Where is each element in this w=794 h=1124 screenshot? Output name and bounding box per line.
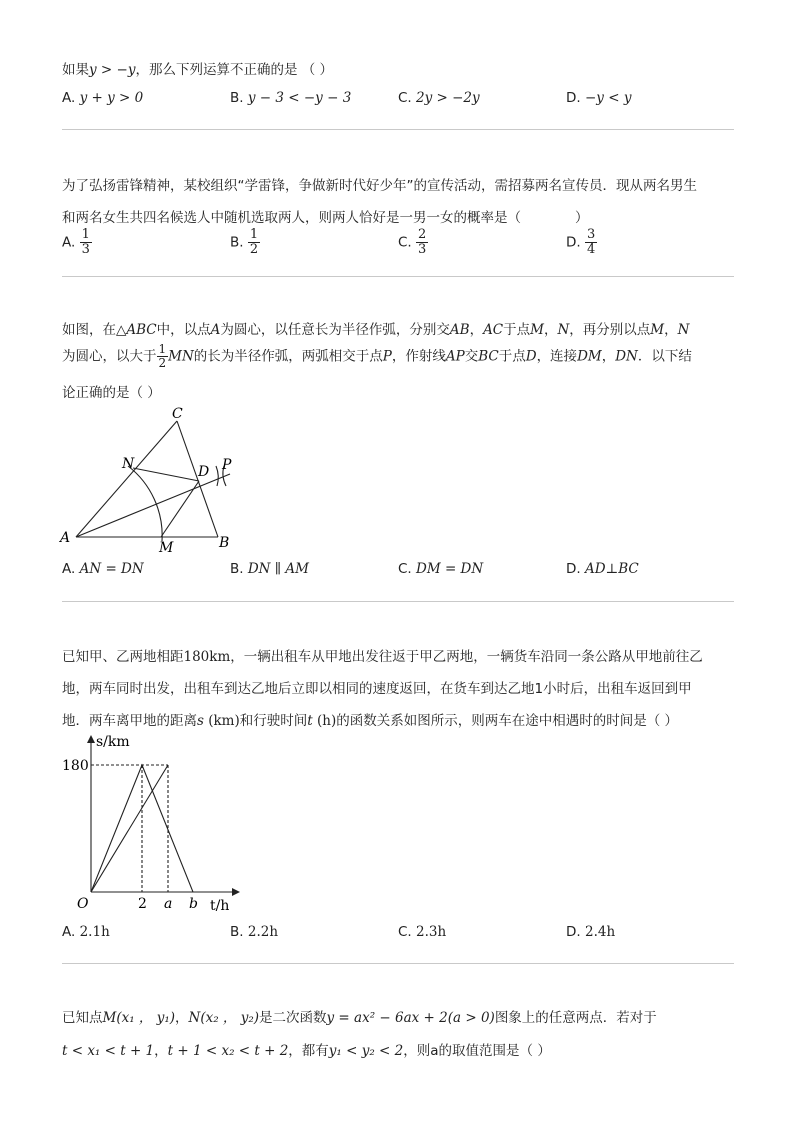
fraction	[80, 228, 92, 257]
label-a: A	[60, 530, 71, 546]
math: t + 1 < x₂ < t + 2	[167, 1043, 289, 1059]
option-math: −y < y	[584, 90, 632, 106]
fraction	[248, 228, 260, 257]
side-ac	[76, 421, 177, 537]
text: 中，以点	[156, 322, 211, 338]
q2-stem-line-2: 和两名女生共四名候选人中随机选取两人，则两人恰好是一男一女的概率是（ ）	[62, 210, 589, 226]
divider	[62, 129, 734, 130]
denominator: 3	[418, 242, 427, 257]
q4-option-a[interactable]	[62, 924, 110, 940]
numerator: 1	[158, 342, 167, 356]
numerator: 2	[418, 227, 427, 242]
text: ，	[175, 1010, 189, 1026]
text: ．以下结	[637, 348, 692, 365]
option-label: C.	[398, 561, 412, 577]
divider	[62, 601, 734, 602]
segment-dn	[133, 468, 199, 481]
divider	[62, 963, 734, 964]
fraction	[416, 228, 428, 257]
text: 为圆心，以大于	[62, 348, 157, 365]
option-value: 2.2h	[247, 924, 279, 940]
label-b: B	[219, 535, 230, 551]
option-label: D.	[566, 234, 581, 251]
math: N	[557, 322, 570, 338]
q1-option-a[interactable]	[62, 90, 143, 106]
option-label: D.	[566, 90, 581, 106]
option-label: A.	[62, 561, 76, 577]
math: A	[210, 322, 221, 338]
x-tick-a: a	[164, 896, 173, 912]
text: 的函数关系如图所示，则两车在途中相遇时的时间是（ ）	[336, 713, 679, 729]
q3-stem-line-1	[62, 318, 689, 338]
option-math: DN ∥ AM	[247, 561, 309, 577]
q4-option-c[interactable]	[398, 924, 446, 940]
text: 如图，在	[62, 322, 116, 338]
q1-option-c[interactable]	[398, 90, 480, 106]
text: ，则	[403, 1043, 431, 1059]
q1-stem-text-2: ，那么下列运算不正确的是 （ ）	[135, 62, 334, 78]
label-p: P	[222, 457, 232, 473]
option-label: D.	[566, 561, 581, 577]
text: 已知点	[62, 1010, 103, 1026]
math: y = ax² − 6ax + 2(a > 0)	[326, 1010, 495, 1026]
option-math: DM = DN	[416, 561, 484, 577]
math: DN	[615, 348, 638, 365]
math: (km)	[203, 713, 240, 729]
q2-option-a[interactable]	[62, 228, 92, 257]
math: AB	[449, 322, 470, 338]
text: 交	[464, 348, 479, 365]
q3-option-b[interactable]	[230, 561, 309, 577]
triangle-figure	[58, 402, 248, 558]
option-math: y − 3 < −y − 3	[247, 90, 352, 106]
option-label: A.	[62, 234, 76, 251]
math: N(x₂ ， y₂)	[188, 1010, 260, 1026]
math: AC	[483, 322, 504, 338]
arc-p-1	[216, 466, 218, 486]
text: 于点	[498, 348, 526, 365]
option-label: A.	[62, 90, 76, 106]
q2-option-c[interactable]	[398, 228, 428, 257]
math: BC	[478, 348, 499, 365]
q1-stem-text: 如果	[62, 62, 89, 78]
option-value: 2.4h	[584, 924, 616, 940]
option-label: B.	[230, 561, 244, 577]
option-math: 2y > −2y	[416, 90, 480, 106]
math: 180km	[183, 649, 231, 665]
math: DM	[577, 348, 602, 365]
math: t < x₁ < t + 1	[62, 1043, 155, 1059]
y-tick-180: 180	[62, 758, 89, 774]
option-label: D.	[566, 924, 581, 940]
option-label: C.	[398, 90, 412, 106]
divider	[62, 276, 734, 277]
option-math: y + y > 0	[79, 90, 144, 106]
text: ，作射线	[391, 348, 446, 365]
text: ，	[469, 322, 484, 338]
segment-dm	[161, 481, 199, 537]
text: 是二次函数	[259, 1010, 327, 1026]
label-d: D	[198, 464, 210, 480]
math: △ABC	[116, 322, 157, 338]
fraction	[585, 228, 597, 257]
q1-stem	[62, 58, 333, 78]
option-value: 2.1h	[79, 924, 110, 940]
text: 的取值范围是（ ）	[438, 1043, 551, 1059]
q4-option-d[interactable]	[566, 924, 615, 940]
distance-time-graph	[58, 728, 248, 916]
fraction-half	[157, 343, 169, 370]
q4-stem-line-3	[62, 709, 678, 729]
label-n: N	[122, 456, 135, 472]
q2-option-b[interactable]	[230, 228, 260, 257]
numerator: 1	[81, 227, 90, 242]
q5-stem-line-1	[62, 1006, 657, 1026]
label-c: C	[172, 406, 183, 422]
math: M(x₁ ， y₁)	[102, 1010, 176, 1026]
denominator: 4	[586, 242, 596, 257]
text: ，一辆出租车从甲地出发往返于甲乙两地，一辆货车沿同一条公路从甲地前往乙	[230, 649, 703, 665]
q3-option-c[interactable]	[398, 561, 483, 577]
y-axis-label: s/km	[96, 734, 130, 750]
math: D	[525, 348, 537, 365]
option-label: C.	[398, 924, 412, 940]
q1-option-d[interactable]	[566, 90, 631, 106]
text: 图象上的任意两点．若对于	[494, 1010, 657, 1026]
option-label: A.	[62, 924, 76, 940]
text: 于点	[503, 322, 531, 338]
q3-stem-line-2	[62, 343, 692, 370]
math: a	[430, 1043, 439, 1059]
text: ，	[543, 322, 558, 338]
option-label: B.	[230, 924, 244, 940]
q4-option-b[interactable]	[230, 924, 278, 940]
math: P	[382, 348, 392, 365]
numerator: 1	[249, 227, 259, 242]
denominator: 3	[81, 242, 90, 257]
q3-option-d[interactable]	[566, 561, 639, 577]
q2-option-d[interactable]	[566, 228, 597, 257]
y-axis-arrow	[87, 735, 95, 743]
x-axis-label: t/h	[210, 898, 230, 914]
text: ，再分别以点	[569, 322, 651, 338]
text: ，	[664, 322, 678, 338]
denominator: 2	[158, 356, 167, 370]
q3-option-a[interactable]	[62, 561, 144, 577]
q3-stem-line-3: 论正确的是（ ）	[62, 385, 161, 401]
text: 为圆心，以任意长为半径作弧，分别交	[220, 322, 450, 338]
text: ，连接	[536, 348, 578, 365]
math: M	[530, 322, 544, 338]
q4-stem-line-1	[62, 645, 703, 665]
option-label: C.	[398, 234, 412, 251]
math: M	[650, 322, 665, 338]
x-axis-arrow	[232, 888, 240, 896]
math: MN	[168, 348, 194, 365]
math: (h)	[312, 713, 337, 729]
q1-option-b[interactable]	[230, 90, 351, 106]
denominator: 2	[249, 242, 259, 257]
option-math: AN = DN	[79, 561, 144, 577]
q5-stem-line-2	[62, 1039, 551, 1059]
x-tick-b: b	[189, 896, 198, 912]
origin-label: O	[77, 896, 89, 912]
x-tick-2: 2	[138, 896, 147, 912]
text: 的长为半径作弧，两弧相交于点	[193, 348, 383, 365]
truck-line	[91, 765, 168, 892]
math: s	[197, 713, 204, 729]
option-label: B.	[230, 90, 244, 106]
option-math: AD⊥BC	[584, 561, 639, 577]
q1-stem-math: y > −y	[89, 62, 136, 78]
math: AP	[445, 348, 465, 365]
text: 地．两车离甲地的距离	[62, 713, 197, 729]
text: 已知甲、乙两地相距	[62, 649, 184, 665]
text: ，	[601, 348, 616, 365]
math: y₁ < y₂ < 2	[328, 1043, 404, 1059]
q4-stem-line-2: 地，两车同时出发，出租车到达乙地后立即以相同的速度返回，在货车到达乙地1小时后，出租车返回到甲	[62, 681, 692, 697]
label-m: M	[159, 540, 174, 556]
math: t	[307, 713, 313, 729]
text: 和行驶时间	[239, 713, 308, 729]
text: ，	[154, 1043, 168, 1059]
option-label: B.	[230, 234, 244, 251]
numerator: 3	[586, 227, 596, 242]
option-value: 2.3h	[416, 924, 447, 940]
text: ，都有	[288, 1043, 329, 1059]
q2-stem-line-1: 为了弘扬雷锋精神，某校组织“学雷锋，争做新时代好少年”的宣传活动，需招募两名宣传员．现从两名男生	[62, 178, 697, 194]
math: N	[677, 322, 690, 338]
